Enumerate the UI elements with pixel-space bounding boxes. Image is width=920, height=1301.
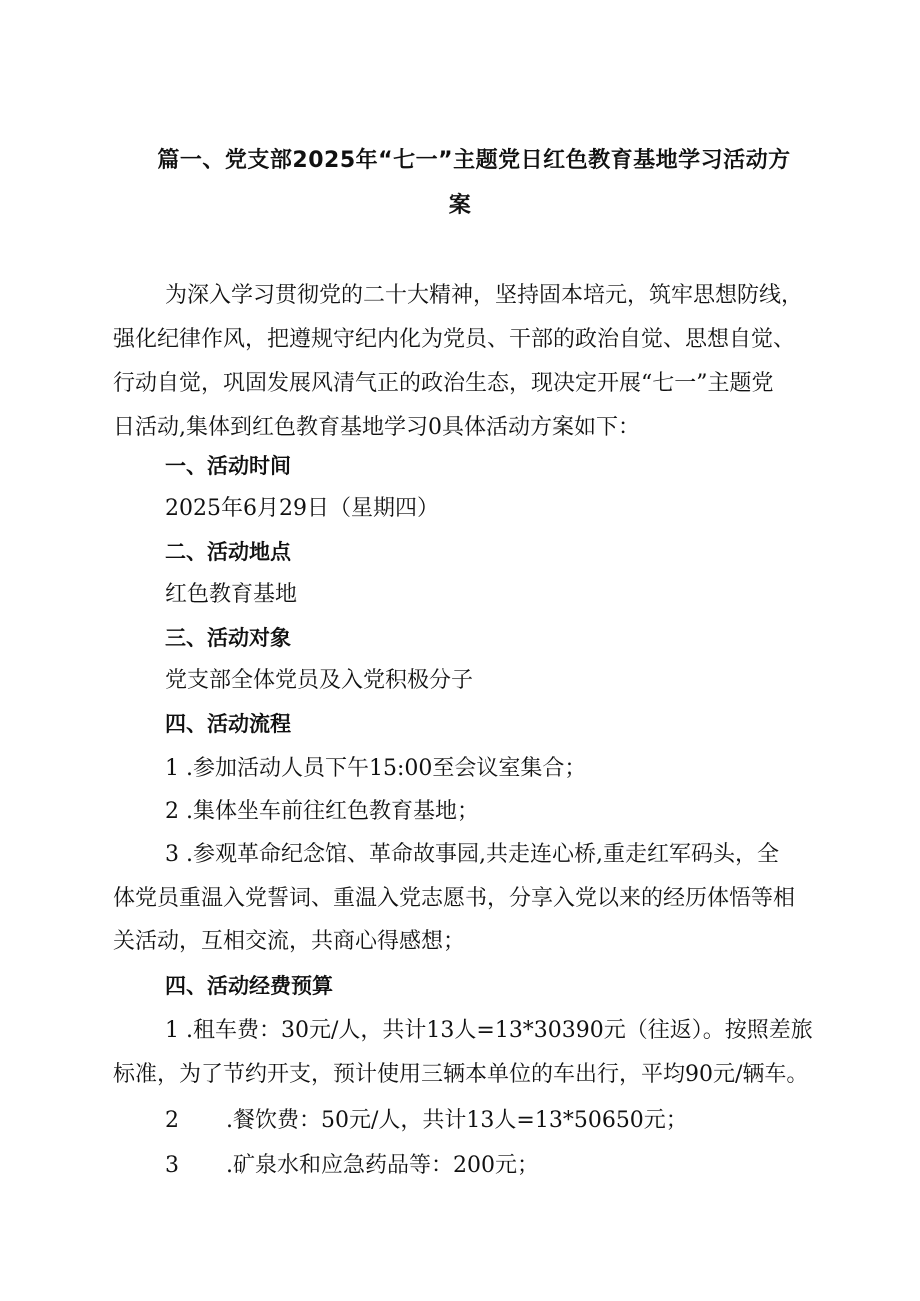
intro-line-4: 日活动,集体到红色教育基地学习0具体活动方案如下： <box>113 415 640 440</box>
budget-item-3-text: .矿泉水和应急药品等：200元； <box>226 1153 539 1178</box>
document-title-line-2: 案 <box>448 193 472 218</box>
section-heading-time: 一、活动时间 <box>165 454 291 478</box>
process-item-1: 1 .参加活动人员下午15:00至会议室集合； <box>165 756 587 781</box>
budget-item-3-number: 3 <box>165 1153 179 1178</box>
section-heading-process: 四、活动流程 <box>165 712 291 736</box>
time-value: 2025年6月29日（星期四） <box>165 496 439 521</box>
section-heading-budget: 四、活动经费预算 <box>165 974 333 998</box>
place-value: 红色教育基地 <box>165 582 298 607</box>
intro-line-1: 为深入学习贯彻党的二十大精神，坚持固本培元，筑牢思想防线， <box>165 283 804 308</box>
section-heading-target: 三、活动对象 <box>165 626 291 650</box>
intro-paragraph <box>113 274 833 450</box>
document-title-line-1: 篇一、党支部2025年“七一”主题党日红色教育基地学习活动方 <box>157 148 791 173</box>
process-item-3-line-2: 体党员重温入党誓词、重温入党志愿书，分享入党以来的经历体悟等相 <box>113 886 796 911</box>
budget-item-1-line-2: 标准，为了节约开支，预计使用三辆本单位的车出行，平均90元/辆车。 <box>113 1062 809 1087</box>
process-item-2: 2 .集体坐车前往红色教育基地； <box>165 799 479 824</box>
target-value: 党支部全体党员及入党积极分子 <box>165 668 474 693</box>
process-item-3-line-1: 3 .参观革命纪念馆、革命故事园,共走连心桥,重走红军码头，全 <box>165 842 779 867</box>
intro-line-3: 行动自觉，巩固发展风清气正的政治生态，现决定开展“七一”主题党 <box>113 371 774 396</box>
budget-item-2-text: .餐饮费：50元/人，共计13人=13*50650元； <box>226 1108 688 1133</box>
section-heading-place: 二、活动地点 <box>165 540 291 564</box>
process-item-3-line-3: 关活动，互相交流，共商心得感想； <box>113 929 466 954</box>
budget-item-2-number: 2 <box>165 1108 179 1133</box>
budget-item-1-line-1: 1 .租车费：30元/人，共计13人=13*30390元（往返）。按照差旅 <box>165 1018 813 1043</box>
intro-line-2: 强化纪律作风，把遵规守纪内化为党员、干部的政治自觉、思想自觉、 <box>113 327 796 352</box>
